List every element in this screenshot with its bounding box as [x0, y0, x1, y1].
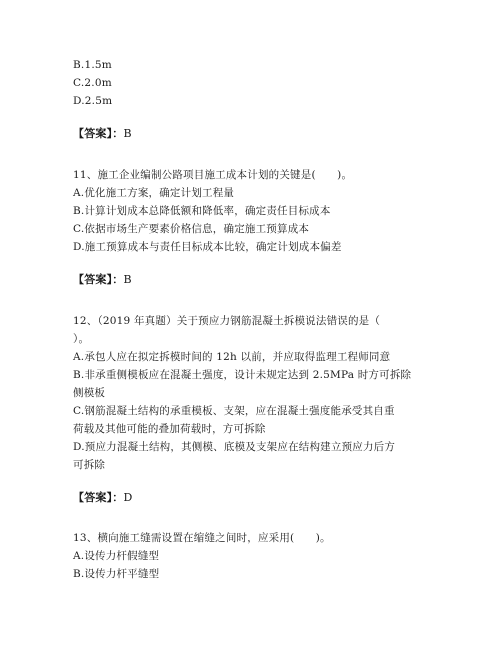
answer-label: 【答案】： [73, 491, 124, 504]
q12-option-c-cont: 荷载及其他可能的叠加荷载时，方可拆除 [73, 423, 266, 435]
q11-option-c: C.依据市场生产要素价格信息，确定施工预算成本 [73, 223, 310, 235]
prev-option-c: C.2.0m [73, 77, 112, 89]
q12-question-line-2: ）。 [73, 333, 90, 345]
answer-value: B [123, 273, 132, 286]
q12-option-d-cont: 可拆除 [73, 459, 106, 471]
answer-value: D [123, 491, 133, 504]
q12-option-b: B.非承重侧模板应在混凝土强度，设计未规定达到 2.5MPa 时方可拆除 [73, 369, 412, 381]
q12-answer [73, 489, 440, 506]
prev-option-d: D.2.5m [73, 95, 113, 107]
q11-option-a: A.优化施工方案，确定计划工程量 [73, 187, 235, 199]
q12-option-b-cont: 侧模板 [73, 387, 106, 399]
answer-value: B [123, 127, 132, 140]
q13-option-b: B.设传力杆平缝型 [73, 568, 160, 580]
q12-option-d: D.预应力混凝土结构，其侧模、底模及支架应在结构建立预应力后方 [73, 441, 396, 453]
answer-label: 【答案】： [73, 273, 124, 286]
q12-option-a: A.承包人应在拟定拆模时间的 12h 以前，并应取得监理工程师同意 [73, 351, 391, 363]
q11-option-d: D.施工预算成本与责任目标成本比较，确定计划成本偏差 [73, 241, 342, 253]
prev-answer [73, 125, 440, 142]
q11-question: 11、施工企业编制公路项目施工成本计划的关键是( )。 [73, 169, 353, 181]
q12-question-line-1: 12、（2019 年真题）关于预应力钢筋混凝土拆模说法错误的是（ [73, 315, 381, 327]
q13-option-a: A.设传力杆假缝型 [73, 550, 160, 562]
q11-answer [73, 271, 440, 288]
q12-option-c: C.钢筋混凝土结构的承重模板、支架，应在混凝土强度能承受其自重 [73, 405, 395, 417]
prev-option-b: B.1.5m [73, 59, 112, 71]
q13-question: 13、横向施工缝需设置在缩缝之间时，应采用( )。 [73, 532, 331, 544]
answer-label: 【答案】： [73, 127, 124, 140]
q11-option-b: B.计算计划成本总降低额和降低率，确定责任目标成本 [73, 205, 331, 217]
